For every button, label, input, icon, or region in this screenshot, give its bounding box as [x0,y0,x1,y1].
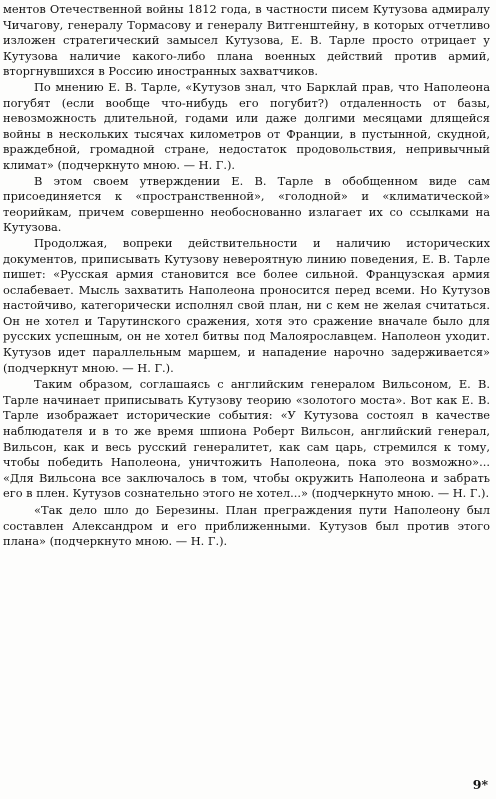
paragraph-1: ментов Отечественной войны 1812 года, в частности писем Кутузова адмиралу Чичагову, генералу Тормасову и генералу Витгенштейну, в которых отчетливо изложен стратегический замысел Кутузова, Е. В. Тарле просто отрицает у Кутузова наличие какого-либо плана военных действий против армий, вторгнувшихся в Россию иностранных захватчиков. [3,2,490,79]
paragraph-3: В этом своем утверждении Е. В. Тарле в обобщенном виде сам присоединяется к «пространственной», «голодной» и «климатической» теорийкам, причем совершенно необоснованно излагает их со ссылками на Кутузова. [3,173,490,235]
paragraph-5: Таким образом, соглашаясь с английским генералом Вильсоном, Е. В. Тарле начинает приписывать Кутузову теорию «золотого моста». Вот как Е. В. Тарле изображает исторические события: «У Кутузова состоял в качестве наблюдателя и в то же время шпиона Роберт Вильсон, английский генерал, Вильсон, как и весь русский генералитет, как сам царь, стремился к тому, чтобы победить Наполеона, уничтожить Наполеона, пока это возможно»... «Для Вильсона все заключалось в том, чтобы окружить Наполеона и забрать его в плен. Кутузов сознательно этого не хотел...» (подчеркнуто мною. — Н. Г.). [3,377,490,501]
body-text [3,2,490,550]
page-number: 9* [472,777,488,793]
paragraph-2: По мнению Е. В. Тарле, «Кутузов знал, что Барклай прав, что Наполеона погубят (если вообще что-нибудь его погубит?) отдаленность от базы, невозможность длительной, годами или даже долгими месяцами длящейся войны в нескольких тысячах километров от Франции, в пустынной, скудной, враждебной, громадной стране, недостаток продовольствия, непривычный климат» (подчеркнуто мною. — Н. Г.). [3,79,490,172]
paragraph-6: «Так дело шло до Березины. План преграждения пути Наполеону был составлен Александром и его приближенными. Кутузов был против этого плана» (подчеркнуто мною. — Н. Г.). [3,503,490,549]
paragraph-4: Продолжая, вопреки действительности и наличию исторических документов, приписывать Кутузову невероятную линию поведения, Е. В. Тарле пишет: «Русская армия становится все более сильной. Французская армия ослабевает. Мысль захватить Наполеона проносится перед всеми. Но Кутузов настойчиво, категорически исполнял свой план, ни с кем не желая считаться. Он не хотел и Тарутинского сражения, хотя это сражение вначале было для русских успешным, он не хотел битвы под Малоярославцем. Наполеон уходит. Кутузов идет параллельным маршем, и нападение нарочно задерживается» (подчеркнут мною. — Н. Г.). [3,235,490,375]
